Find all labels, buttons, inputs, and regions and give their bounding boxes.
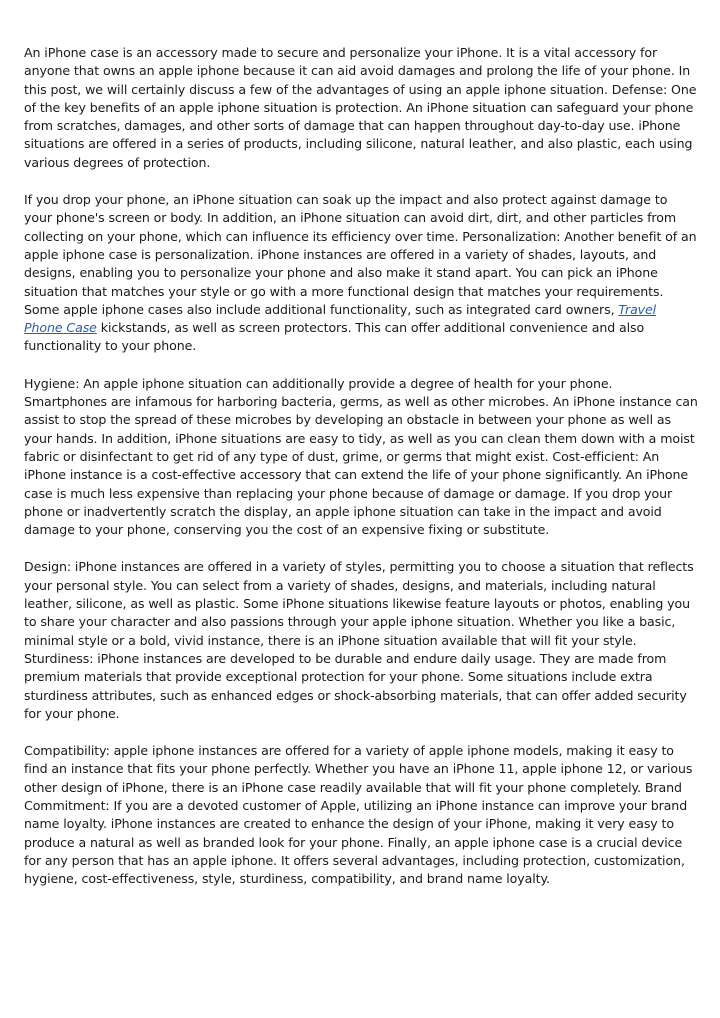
travel-phone-case-link[interactable]: Travel Phone Case [24,301,657,336]
paragraph-2 [24,191,698,356]
paragraph-2-text-before-link: If you drop your phone, an iPhone situation can soak up the impact and also protect against damage to your phone's screen or body. In addition, an iPhone situation can avoid dirt, dirt, and other particles from collecting on your phone, which can influence its efficiency over time. Personalization: Another benefit of an apple iphone case is personalization. iPhone instances are offered in a variety of shades, layouts, and designs, enabling you to personalize your phone and also make it stand apart. You can pick an iPhone situation that matches your style or go with a more functional design that matches your requirements. Some apple iphone cases also include additional functionality, such as integrated card owners, [24,192,697,317]
paragraph-1: An iPhone case is an accessory made to secure and personalize your iPhone. It is a vital accessory for anyone that owns an apple iphone because it can aid avoid damages and prolong the life of your phone. In this post, we will certainly discuss a few of the advantages of using an apple iphone situation. Defense: One of the key benefits of an apple iphone situation is protection. An iPhone situation can safeguard your phone from scratches, damages, and other sorts of damage that can happen throughout day-to-day use. iPhone situations are offered in a series of products, including silicone, natural leather, and also plastic, each using various degrees of protection. [24,45,697,170]
paragraph-4: Design: iPhone instances are offered in a variety of styles, permitting you to choose a situation that reflects your personal style. You can select from a variety of shades, designs, and materials, including natural leather, silicone, as well as plastic. Some iPhone situations likewise feature layouts or photos, enabling you to share your character and also passions through your apple iphone situation. Whether you like a basic, minimal style or a bold, vivid instance, there is an iPhone situation available that will fit your style. Sturdiness: iPhone instances are developed to be durable and endure daily usage. They are made from premium materials that provide exceptional protection for your phone. Some situations include extra sturdiness attributes, such as enhanced edges or shock-absorbing materials, that can offer added security for your phone. [24,559,694,721]
article-body [24,44,698,907]
paragraph-2-text-after-link: kickstands, as well as screen protectors. This can offer additional convenience and also functionality to your phone. [24,320,645,354]
paragraph-3: Hygiene: An apple iphone situation can additionally provide a degree of health for your phone. Smartphones are infamous for harboring bacteria, germs, as well as other microbes. An iPhone instance can assist to stop the spread of these microbes by developing an obstacle in between your phone as well as your hands. In addition, iPhone situations are easy to tidy, as well as you can clean them down with a moist fabric or disinfectant to get rid of any type of dust, grime, or germs that might exist. Cost-efficient: An iPhone instance is a cost-effective accessory that can extend the life of your phone significantly. An iPhone case is much less expensive than replacing your phone because of damage or damage. If you drop your phone or inadvertently scratch the display, an apple iphone situation can take in the impact and avoid damage to your phone, conserving you the cost of an expensive fixing or substitute. [24,375,698,538]
paragraph-5: Compatibility: apple iphone instances are offered for a variety of apple iphone models, making it easy to find an instance that fits your phone perfectly. Whether you have an iPhone 11, apple iphone 12, or various other design of iPhone, there is an iPhone case readily available that will fit your phone completely. Brand Commitment: If you are a devoted customer of Apple, utilizing an iPhone instance can improve your brand name loyalty. iPhone instances are created to enhance the design of your iPhone, making it very easy to produce a natural as well as branded look for your phone. Finally, an apple iphone case is a crucial device for any person that has an apple iphone. It offers several advantages, including protection, customization, hygiene, cost-effectiveness, style, sturdiness, compatibility, and brand name loyalty. [24,743,693,887]
